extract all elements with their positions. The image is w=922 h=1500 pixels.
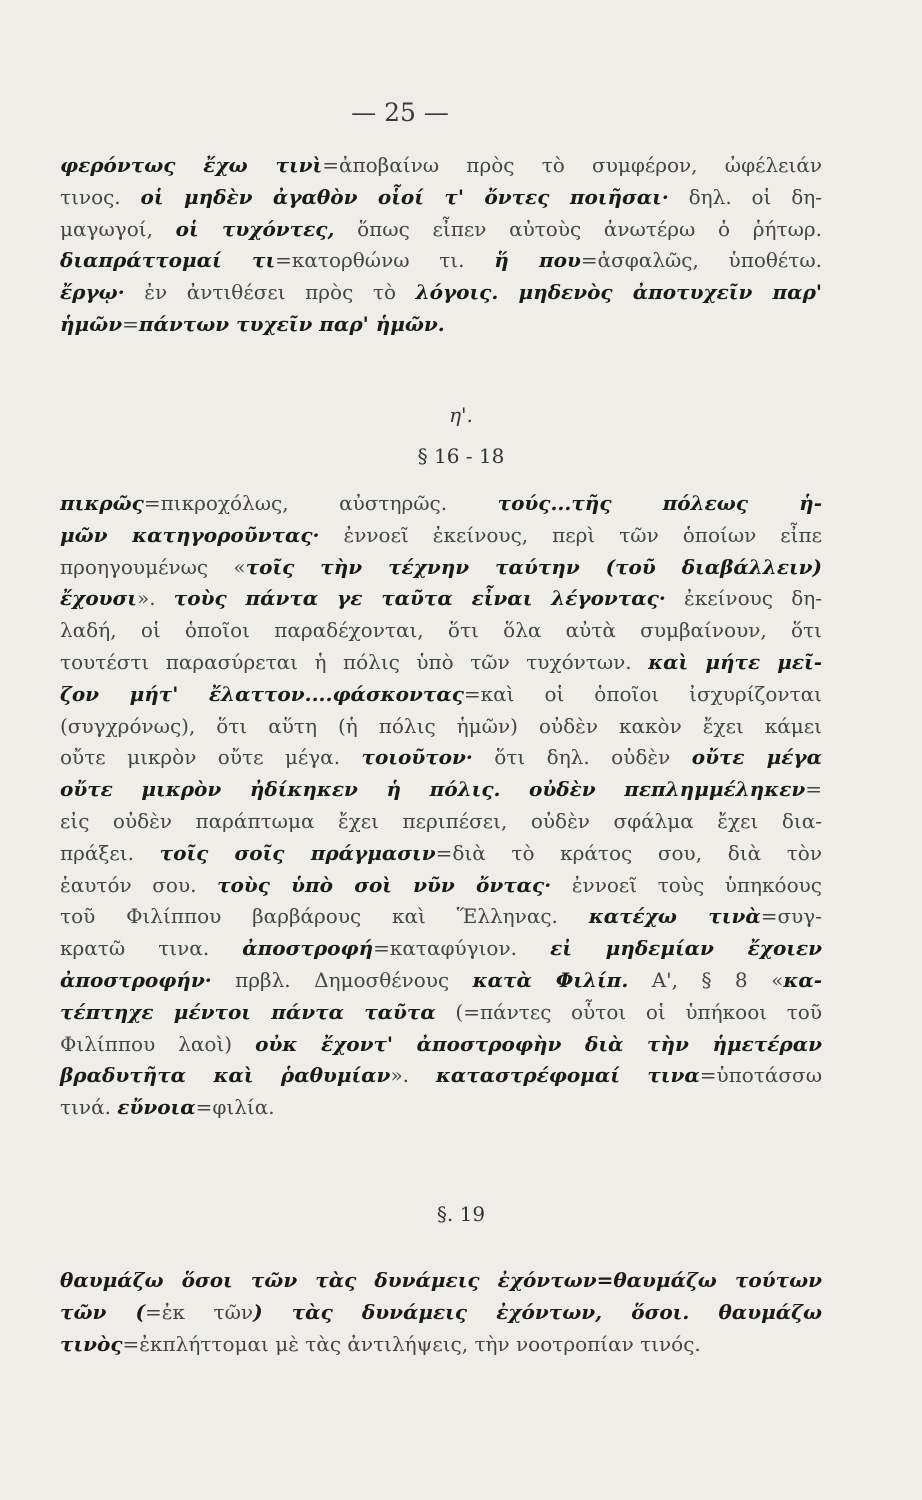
gloss-text: μαγωγοί, [60, 216, 176, 241]
page-number: — 25 — [351, 98, 449, 127]
gloss-text: =καὶ οἱ ὁποῖοι ἰσχυρίζονται [463, 681, 822, 706]
text-line [60, 615, 822, 647]
text-line [60, 774, 822, 806]
text-line [60, 711, 822, 743]
gloss-text: ὅπως εἶπεν αὐτοὺς ἀνωτέρω ὁ ῥήτωρ. [334, 216, 822, 241]
text-line [60, 1297, 822, 1329]
text-line [60, 1265, 822, 1297]
lemma-text: τέπτηχε μέντοι πάντα ταῦτα [60, 999, 436, 1024]
lemma-text: ἀποστροφήν· [60, 967, 212, 992]
gloss-text: =φιλία. [195, 1095, 275, 1120]
gloss-text: τινά. [60, 1095, 118, 1120]
lemma-text: πάντων τυχεῖν παρ' ἡμῶν. [138, 311, 445, 336]
gloss-text: = [805, 777, 822, 802]
lemma-text: τινὸς [60, 1331, 123, 1356]
paragraph-notes-1 [60, 150, 822, 341]
text-line [60, 488, 822, 520]
text-line [60, 965, 822, 997]
lemma-text: ἔχουσι [60, 586, 137, 611]
gloss-text: ἐννοεῖ τοὺς ὑπηκόους [551, 872, 822, 897]
text-line [60, 552, 822, 584]
lemma-text: μῶν κατηγοροῦντας· [60, 522, 320, 547]
text-line [60, 245, 822, 277]
gloss-text: εἰς οὐδὲν παράπτωμα ἔχει περιπέσει, οὐδὲν σφάλμα ἔχει δια- [60, 808, 822, 833]
lemma-text: πικρῶς [60, 491, 144, 515]
section-heading-19: §. 19 [436, 1202, 486, 1226]
lemma-text: τοὺς πάντα γε ταῦτα εἶναι λέγοντας· [173, 586, 666, 611]
lemma-text: ἥ που [494, 248, 581, 273]
text-line [60, 309, 822, 341]
text-line [60, 1060, 822, 1092]
lemma-text: ζον μήτ' ἔλαττον....φάσκοντας [60, 681, 464, 706]
gloss-text: (συγχρόνως), ὅτι αὕτη (ἡ πόλις ἡμῶν) οὐδὲν κακὸν ἔχει κάμει [60, 713, 822, 738]
gloss-text: πράξει. [60, 840, 160, 865]
text-line [60, 647, 822, 679]
lemma-text: τοιοῦτον· [361, 745, 473, 770]
gloss-text: ». [136, 586, 174, 611]
gloss-text: =συγ- [760, 904, 822, 929]
lemma-text: διαπράττομαί τι [60, 248, 276, 273]
gloss-text: = [122, 311, 139, 336]
lemma-text: κα- [783, 967, 823, 992]
text-line [60, 1092, 822, 1124]
paragraph-notes-3 [60, 1265, 822, 1360]
gloss-text: ὅτι δηλ. οὐδὲν [472, 745, 692, 770]
lemma-text: βραδυτῆτα καὶ ῥαθυμίαν [60, 1063, 391, 1088]
lemma-text: οἱ μηδὲν ἀγαθὸν οἷοί τ' ὄντες ποιῆσαι· [140, 184, 669, 209]
gloss-text: ἐν ἀντιθέσει πρὸς τὸ [124, 280, 416, 305]
text-line [60, 214, 822, 246]
lemma-text: ἀποστροφή [242, 936, 374, 961]
lemma-text: τοῖς σοῖς πράγμασιν [159, 840, 436, 865]
gloss-text: ἐκείνους δη- [665, 586, 822, 611]
lemma-text: οὔτε μικρὸν ἠδίκηκεν ἡ πόλις. οὐδὲν πεπλημμέληκεν [60, 777, 806, 802]
paragraph-notes-2 [60, 488, 822, 1124]
gloss-text: Α', § 8 « [628, 967, 784, 992]
lemma-text: ἡμῶν [60, 311, 123, 336]
lemma-text: οὔτε μέγα [691, 745, 823, 770]
gloss-text: τινος. [60, 184, 141, 209]
text-line [60, 1029, 822, 1061]
gloss-text: =διὰ τὸ κράτος σου, διὰ τὸν [435, 840, 822, 865]
text-line [60, 583, 822, 615]
section-heading-16-18: § 16 - 18 [417, 444, 505, 468]
text-line [60, 870, 822, 902]
lemma-text: οὐκ ἔχοντ' ἀποστροφὴν διὰ τὴν ἡμετέραν [255, 1031, 823, 1056]
lemma-text: τῶν ( [60, 1299, 146, 1324]
gloss-text: ». [390, 1063, 436, 1088]
text-line [60, 742, 822, 774]
gloss-text: =ὑποτάσσω [699, 1063, 823, 1088]
text-line [60, 933, 822, 965]
lemma-text: κατὰ Φιλίπ. [472, 967, 629, 992]
text-line [60, 997, 822, 1029]
text-line [60, 520, 822, 552]
text-line [60, 806, 822, 838]
text-line [60, 150, 822, 182]
text-line [60, 182, 822, 214]
chapter-heading-eta: η'. [449, 403, 473, 427]
gloss-text: οὔτε μικρὸν οὔτε μέγα. [60, 745, 362, 770]
gloss-text: τοῦ Φιλίππου βαρβάρους καὶ Ἕλληνας. [60, 904, 589, 929]
gloss-text: ἐννοεῖ ἐκείνους, περὶ τῶν ὁποίων εἶπε [319, 522, 823, 547]
lemma-text: τοὺς ὑπὸ σοὶ νῦν ὄντας· [217, 872, 552, 897]
gloss-text: =ἐκ τῶν [145, 1299, 254, 1324]
gloss-text: πρβλ. Δημοσθένους [211, 967, 473, 992]
lemma-text: φερόντως ἔχω τινὶ [60, 153, 323, 177]
gloss-text: =κατορθώνω τι. [275, 248, 495, 273]
lemma-text: εἰ μηδεμίαν ἔχοιεν [550, 936, 822, 961]
text-line [60, 838, 822, 870]
lemma-text: κατέχω τινὰ [588, 904, 761, 929]
gloss-text: (=πάντες οὗτοι οἱ ὑπήκοοι τοῦ [435, 999, 822, 1024]
lemma-text: τοῖς τὴν τέχνην ταύτην (τοῦ διαβάλλειν) [245, 554, 823, 579]
gloss-text: λαδή, οἱ ὁποῖοι παραδέχονται, ὅτι ὅλα αὐτὰ συμβαίνουν, ὅτι [60, 618, 822, 643]
lemma-text: καὶ μήτε μεῖ- [648, 649, 823, 674]
lemma-text: τούς...τῆς πόλεως ἡ- [497, 491, 822, 515]
gloss-text: =καταφύγιον. [373, 936, 551, 961]
gloss-text: =ἀποβαίνω πρὸς τὸ συμφέρον, ὠφέλειάν [322, 153, 823, 177]
text-line [60, 277, 822, 309]
gloss-text: κρατῶ τινα. [60, 936, 243, 961]
gloss-text: δηλ. οἱ δη- [668, 184, 822, 209]
text-line [60, 901, 822, 933]
lemma-text: ) τὰς δυνάμεις ἐχόντων, ὅσοι. θαυμάζω [253, 1299, 822, 1324]
gloss-text: τουτέστι παρασύρεται ἡ πόλις ὑπὸ τῶν τυχόντων. [60, 649, 649, 674]
lemma-text: λόγοις. μηδενὸς ἀποτυχεῖν παρ' [415, 280, 822, 305]
lemma-text: οἱ τυχόντες, [175, 216, 335, 241]
lemma-text: καταστρέφομαί τινα [435, 1063, 700, 1088]
gloss-text: =ἀσφαλῶς, ὑποθέτω. [580, 248, 823, 273]
text-line [60, 679, 822, 711]
gloss-text: Φιλίππου λαοὶ) [60, 1031, 256, 1056]
gloss-text: ἑαυτόν σου. [60, 872, 218, 897]
text-line [60, 1329, 822, 1361]
gloss-text: =ἐκπλήττομαι μὲ τὰς ἀντιλήψεις, τὴν νοοτροπίαν τινός. [122, 1331, 701, 1356]
gloss-text: =πικροχόλως, αὐστηρῶς. [143, 491, 498, 515]
gloss-text: προηγουμένως « [60, 554, 246, 579]
lemma-text: ἔργῳ· [60, 280, 125, 305]
lemma-text: θαυμάζω ὅσοι τῶν τὰς δυνάμεις ἐχόντων=θαυμάζω τούτων [60, 1268, 822, 1292]
lemma-text: εὔνοια [117, 1095, 196, 1120]
